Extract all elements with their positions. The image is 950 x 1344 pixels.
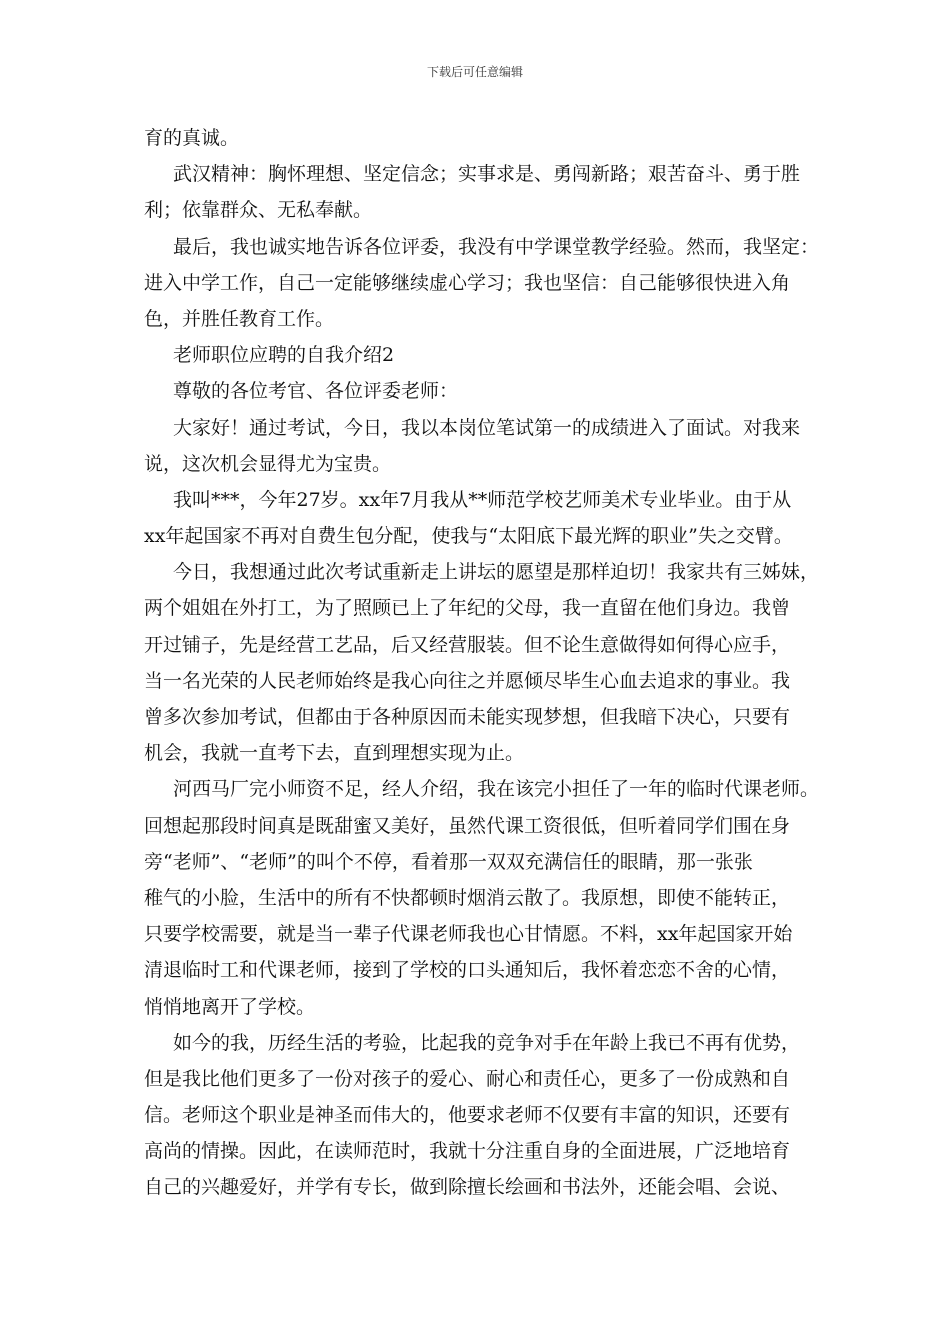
text-line: 但是我比他们更多了一份对孩子的爱心、耐心和责任心，更多了一份成熟和自 [144, 1067, 791, 1090]
text-line: 说，这次机会显得尤为宝贵。 [144, 452, 392, 475]
text-line: 如今的我，历经生活的考验，比起我的竞争对手在年龄上我已不再有优势， [173, 1031, 801, 1054]
salutation: 尊敬的各位考官、各位评委老师： [173, 380, 459, 403]
text-line: 大家好！通过考试，今日，我以本岗位笔试第一的成绩进入了面试。对我来 [173, 416, 801, 439]
text-line: 利；依靠群众、无私奉献。 [144, 199, 373, 222]
text-line: xx年起国家不再对自费生包分配，使我与“太阳底下最光辉的职业”失之交臂。 [144, 525, 793, 548]
text-line: 清退临时工和代课老师，接到了学校的口头通知后，我怀着恋恋不舍的心情， [144, 959, 791, 982]
text-line: 河西马厂完小师资不足，经人介绍，我在该完小担任了一年的临时代课老师。 [173, 778, 820, 801]
text-line: 两个姐姐在外打工，为了照顾已上了年纪的父母，我一直留在他们身边。我曾 [144, 597, 791, 620]
text-line: 色，并胜任教育工作。 [144, 307, 335, 330]
text-line: 育的真诚。 [144, 127, 240, 149]
text-line: 悄悄地离开了学校。 [144, 995, 316, 1018]
section-title: 老师职位应聘的自我介绍2 [173, 344, 395, 367]
text-line: 高尚的情操。因此，在读师范时，我就十分注重自身的全面进展，广泛地培育 [144, 1140, 791, 1163]
text-line: 我叫***，今年27岁。xx年7月我从**师范学校艺师美术专业毕业。由于从 [173, 488, 792, 511]
text-line: 曾多次参加考试，但都由于各种原因而未能实现梦想，但我暗下决心，只要有 [144, 706, 791, 728]
text-line: 当一名光荣的人民老师始终是我心向往之并愿倾尽毕生心血去追求的事业。我 [144, 669, 791, 692]
text-line: 稚气的小脸，生活中的所有不快都顿时烟消云散了。我原想，即使不能转正， [144, 886, 791, 909]
text-line: 开过铺子，先是经营工艺品，后又经营服装。但不论生意做得如何得心应手， [144, 633, 791, 656]
text-line: 进入中学工作，自己一定能够继续虚心学习；我也坚信：自己能够很快进入角 [144, 271, 791, 294]
page-header-note: 下载后可任意编辑 [426, 65, 523, 79]
text-line: 今日，我想通过此次考试重新走上讲坛的愿望是那样迫切！我家共有三姊妹， [173, 561, 820, 584]
text-line: 只要学校需要，就是当一辈子代课老师我也心甘情愿。不料，xx年起国家开始 [144, 923, 793, 946]
text-line: 最后，我也诚实地告诉各位评委，我没有中学课堂教学经验。然而，我坚定： [173, 235, 820, 258]
text-line: 旁“老师”、“老师”的叫个不停，看着那一双双充满信任的眼睛，那一张张 [144, 850, 753, 873]
text-line: 回想起那段时间真是既甜蜜又美好，虽然代课工资很低，但听着同学们围在身 [144, 814, 791, 837]
document-body [144, 120, 824, 1206]
text-line: 自己的兴趣爱好，并学有专长，做到除擅长绘画和书法外，还能会唱、会说、 [144, 1176, 791, 1199]
text-line: 机会，我就一直考下去，直到理想实现为止。 [144, 742, 525, 765]
text-line: 信。老师这个职业是神圣而伟大的，他要求老师不仅要有丰富的知识，还要有 [144, 1104, 791, 1127]
text-line: 武汉精神：胸怀理想、坚定信念；实事求是、勇闯新路；艰苦奋斗、勇于胜 [173, 163, 801, 186]
